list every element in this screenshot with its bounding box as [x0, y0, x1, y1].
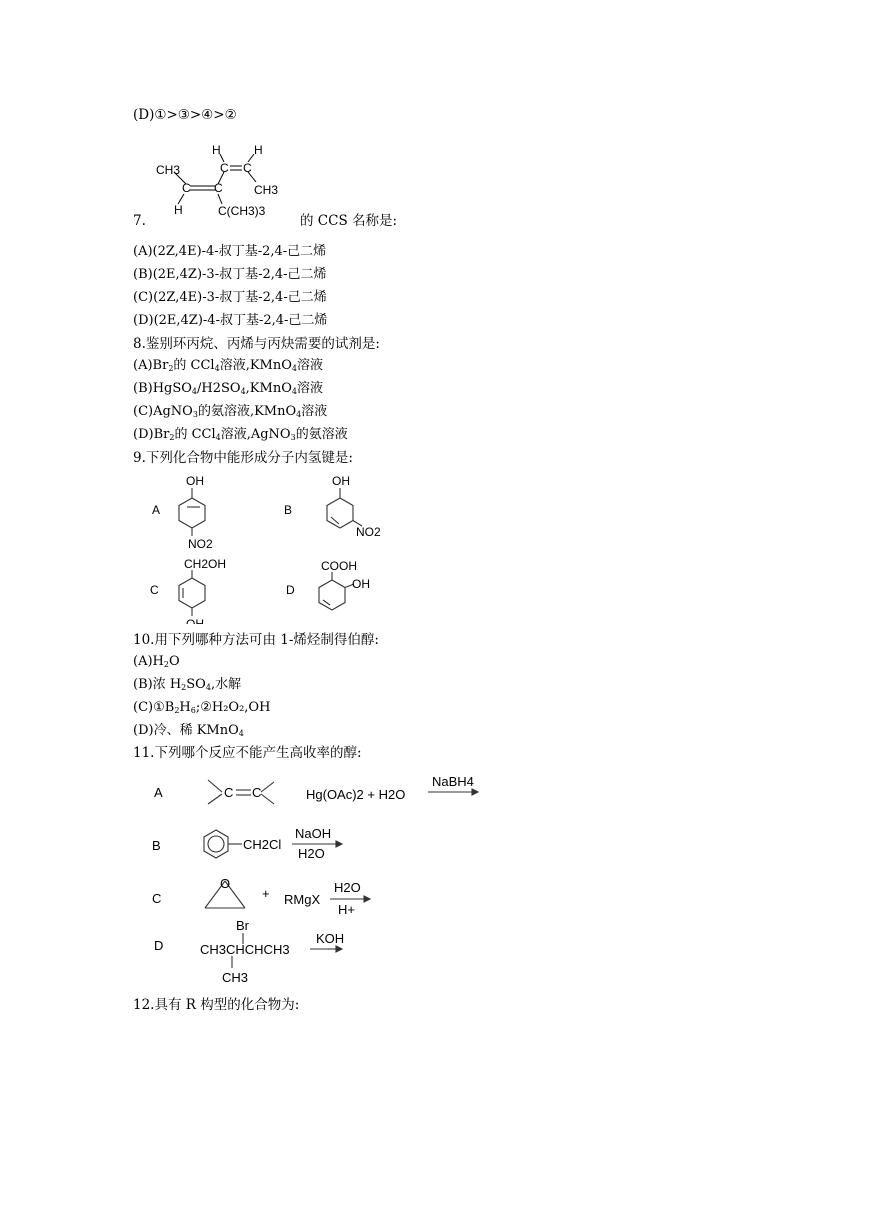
- q9-a-no2: NO2: [188, 537, 213, 551]
- q11-a-c2: C: [252, 785, 262, 800]
- q11-a-c1: C: [224, 785, 234, 800]
- q7-structure: [150, 142, 290, 222]
- q11-reactions: [150, 768, 490, 992]
- q7-h1: H: [174, 203, 183, 217]
- q7-c4: C: [243, 161, 252, 175]
- q8-option-c: (C)AgNO$_3$的氨溶液,KMnO$_4$溶液: [133, 404, 328, 419]
- q11-a-above: NaBH4: [432, 774, 474, 789]
- q11-label-a: A: [154, 785, 163, 800]
- q6-option-d: (D)①>③>④>②: [133, 107, 237, 123]
- q11-c-reagent: RMgX: [284, 892, 321, 907]
- q8-stem: 8.鉴别环丙烷、丙烯与丙炔需要的试剂是:: [133, 336, 380, 352]
- q11-d-chain: CH3CHCHCH3: [200, 942, 290, 957]
- q7-suffix: 的 CCS 名称是:: [300, 213, 398, 229]
- q8-option-a: $(A)Br_2$的 CCl$_4$溶液,KMnO$_4$溶液: [133, 358, 323, 373]
- q8-option-d: $(D)Br_2$的 CCl$_4$溶液,AgNO$_3$的氨溶液: [133, 427, 348, 442]
- q9-b-oh: OH: [332, 474, 350, 488]
- q7-number: 7.: [133, 213, 146, 229]
- q11-label-b: B: [152, 838, 161, 853]
- q9-structures: [140, 470, 400, 626]
- q11-b-below: H2O: [298, 846, 325, 861]
- q7-c2: C: [214, 181, 223, 195]
- q7-c3: C: [220, 161, 229, 175]
- q10-option-a: $(A)H_2O$: [133, 654, 180, 669]
- q11-label-c: C: [152, 891, 162, 906]
- q7-c1: C: [182, 181, 191, 195]
- q9-c-ch2oh: CH2OH: [184, 557, 227, 571]
- q7-h2: H: [212, 143, 221, 157]
- q7-option-b: (B)(2E,4Z)-3-叔丁基-2,4-己二烯: [133, 267, 327, 282]
- q7-h3: H: [254, 143, 263, 157]
- q8-option-b: $(B)HgSO_4/H2SO_4,KMnO_4$溶液: [133, 381, 323, 396]
- q7-option-d: (D)(2E,4Z)-4-叔丁基-2,4-己二烯: [133, 313, 328, 328]
- q11-a-reagent: Hg(OAc)2 + H2O: [306, 787, 406, 802]
- q11-stem: 11.下列哪个反应不能产生高收率的醇:: [133, 745, 362, 761]
- q7-option-c: (C)(2Z,4E)-3-叔丁基-2,4-己二烯: [133, 290, 327, 305]
- q10-option-b: (B)浓 $H_2SO_4$,水解: [133, 677, 242, 692]
- q9-a-oh: OH: [186, 474, 204, 488]
- q7-ch3-left: CH3: [156, 163, 181, 177]
- q9-label-a: A: [152, 503, 161, 517]
- q10-option-c: $(C)①B_2H_6;②H_2O_2,OH$: [133, 700, 271, 715]
- q11-label-d: D: [154, 938, 164, 953]
- q9-label-c: C: [150, 583, 159, 597]
- q11-c-plus: +: [262, 886, 270, 901]
- q9-d-cooh: COOH: [321, 559, 357, 573]
- q11-d-ch3: CH3: [222, 970, 249, 985]
- q7-ch3-right: CH3: [254, 183, 279, 197]
- q11-b-group: CH2Cl: [243, 837, 282, 852]
- q11-d-br: Br: [236, 918, 249, 933]
- q9-stem: 9.下列化合物中能形成分子内氢键是:: [133, 450, 353, 466]
- q11-b-above: NaOH: [295, 826, 332, 841]
- q9-b-no2: NO2: [356, 525, 381, 539]
- q12-stem: 12.具有 R 构型的化合物为:: [133, 997, 300, 1013]
- q11-c-oxygen: O: [220, 876, 231, 891]
- q11-c-below: H+: [338, 902, 355, 917]
- q11-d-above: KOH: [316, 931, 345, 946]
- q9-label-b: B: [284, 503, 293, 517]
- q9-label-d: D: [286, 583, 295, 597]
- q9-d-oh: OH: [352, 577, 370, 591]
- q10-option-d: (D)冷、稀 KMnO$_4$: [133, 723, 244, 738]
- q7-tbu: C(CH3)3: [218, 204, 266, 218]
- q7-option-a: (A)(2Z,4E)-4-叔丁基-2,4-己二烯: [133, 244, 327, 259]
- q11-c-above: H2O: [334, 880, 361, 895]
- q10-stem: 10.用下列哪种方法可由 1-烯烃制得伯醇:: [133, 632, 379, 648]
